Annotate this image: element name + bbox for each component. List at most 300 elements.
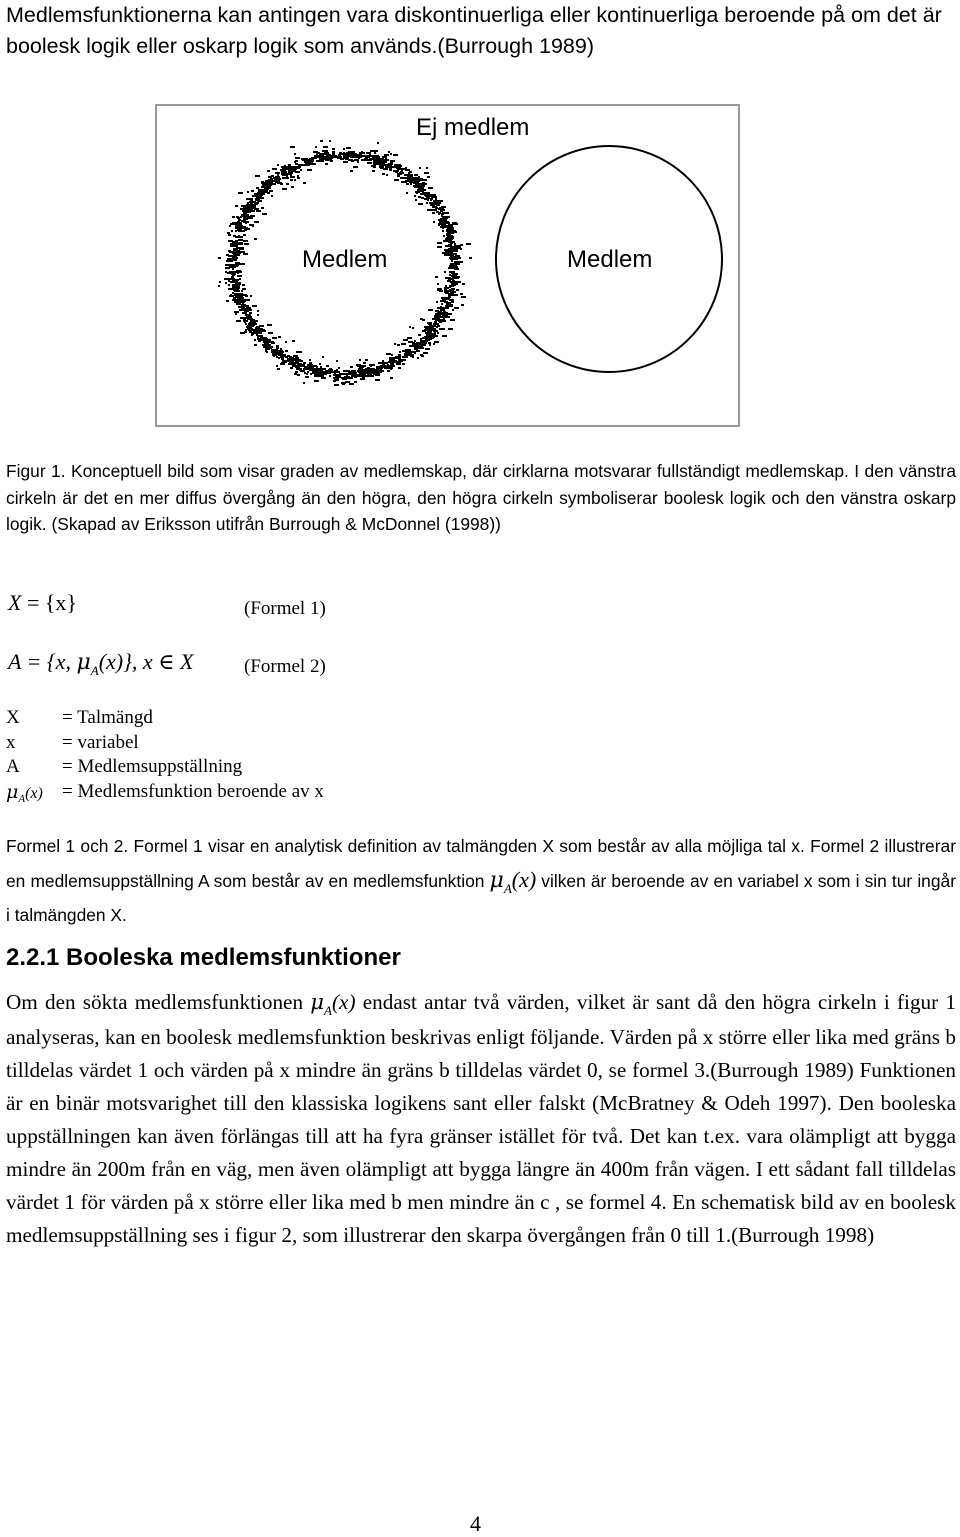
fuzzy-dot xyxy=(354,159,359,161)
fuzzy-dot xyxy=(234,294,237,296)
fuzzy-dot xyxy=(255,175,260,177)
fuzzy-dot xyxy=(310,373,312,375)
fuzzy-dot xyxy=(423,352,428,354)
fuzzy-dot xyxy=(365,359,368,361)
fuzzy-dot xyxy=(285,341,287,343)
fuzzy-dot xyxy=(229,266,234,268)
fuzzy-dot xyxy=(443,240,448,242)
label-medlem-left: Medlem xyxy=(302,246,388,273)
fuzzy-dot xyxy=(442,230,444,232)
fuzzy-dot xyxy=(277,174,279,176)
fuzzy-dot xyxy=(325,163,328,165)
fuzzy-dot xyxy=(369,162,371,164)
fuzzy-dot xyxy=(420,344,425,346)
fuzzy-dot xyxy=(263,189,265,191)
fuzzy-dot xyxy=(405,167,407,169)
fuzzy-dot xyxy=(460,293,463,295)
fuzzy-dot xyxy=(269,190,272,192)
definition-symbol: X xyxy=(6,707,20,728)
fuzzy-dot xyxy=(335,371,338,373)
fuzzy-dot xyxy=(292,340,295,342)
fuzzy-dot xyxy=(440,309,442,311)
fuzzy-dot xyxy=(293,170,296,172)
fuzzy-dot xyxy=(443,235,445,237)
definition-mu-rest: (x) xyxy=(25,784,43,802)
fuzzy-dot xyxy=(265,181,270,183)
fuzzy-dot xyxy=(267,192,269,194)
fuzzy-dot xyxy=(297,171,300,173)
fuzzy-dot xyxy=(382,360,384,362)
fuzzy-dot xyxy=(352,370,355,372)
fuzzy-dot xyxy=(427,197,430,199)
fuzzy-dot xyxy=(377,372,380,374)
fuzzy-dot xyxy=(450,246,453,248)
fuzzy-dot xyxy=(350,170,353,172)
fuzzy-dot xyxy=(232,292,234,294)
fuzzy-dot xyxy=(390,169,392,171)
fuzzy-dot xyxy=(415,178,417,180)
fuzzy-dot xyxy=(290,172,292,174)
fuzzy-dot xyxy=(328,372,330,374)
fuzzy-dot xyxy=(414,340,416,342)
fuzzy-dot xyxy=(373,155,376,157)
fuzzy-dot xyxy=(445,316,450,318)
fuzzy-dot xyxy=(458,261,463,263)
fuzzy-dot xyxy=(357,365,359,367)
fuzzy-dot xyxy=(389,164,392,166)
fuzzy-dot xyxy=(234,271,237,273)
fuzzy-dot xyxy=(296,351,299,353)
fuzzy-dot xyxy=(305,164,310,166)
fuzzy-dot xyxy=(242,288,244,290)
definition-meaning: = variabel xyxy=(62,731,139,753)
fuzzy-dot xyxy=(286,360,288,362)
fuzzy-dot xyxy=(449,240,451,242)
fuzzy-dot xyxy=(353,166,358,168)
fuzzy-dot xyxy=(276,365,278,367)
fuzzy-dot xyxy=(241,290,243,292)
fuzzy-dot xyxy=(248,329,253,331)
fuzzy-dot xyxy=(420,338,422,340)
fuzzy-dot xyxy=(275,352,280,354)
fuzzy-dot xyxy=(247,202,249,204)
fuzzy-dot xyxy=(247,217,252,219)
fuzzy-dot xyxy=(274,350,276,352)
fuzzy-dot xyxy=(328,159,331,161)
fuzzy-dot xyxy=(240,306,245,308)
fuzzy-dot xyxy=(419,167,421,169)
fuzzy-dot xyxy=(454,253,457,255)
fuzzy-dot xyxy=(244,243,249,245)
fuzzy-dot xyxy=(452,288,455,290)
fuzzy-dot xyxy=(261,181,264,183)
fuzzy-dot xyxy=(314,380,319,382)
fuzzy-dot xyxy=(444,289,447,291)
fuzzy-dot xyxy=(225,282,227,284)
formula-1-lhs: X xyxy=(8,590,22,615)
fuzzy-dot xyxy=(442,212,447,214)
fuzzy-dot xyxy=(454,230,456,232)
fuzzy-dot xyxy=(448,305,453,307)
fuzzy-dot xyxy=(418,196,421,198)
fuzzy-dot xyxy=(347,370,350,372)
fuzzy-dot xyxy=(271,349,273,351)
fuzzy-dot xyxy=(369,364,374,366)
fuzzy-dot xyxy=(243,318,246,320)
caption-source: (Skapad av Eriksson utifrån Burrough & McDonnel (1998)) xyxy=(51,514,501,534)
fuzzy-dot xyxy=(244,209,249,211)
fuzzy-dot xyxy=(404,355,407,357)
fuzzy-dot xyxy=(282,361,285,363)
fuzzy-dot xyxy=(292,365,297,367)
fuzzy-dot xyxy=(387,159,389,161)
fuzzy-dot xyxy=(319,363,321,365)
fuzzy-dot xyxy=(225,271,227,273)
fuzzy-dot xyxy=(442,216,447,218)
fuzzy-dot xyxy=(295,160,298,162)
fuzzy-dot xyxy=(277,164,279,166)
fuzzy-dot xyxy=(297,362,299,364)
fuzzy-dot xyxy=(343,154,348,156)
fuzzy-dot xyxy=(238,225,243,227)
fuzzy-dot xyxy=(246,204,248,206)
fuzzy-dot xyxy=(231,258,233,260)
fuzzy-dot xyxy=(240,216,242,218)
fuzzy-dot xyxy=(268,348,270,350)
fuzzy-dot xyxy=(462,283,465,285)
fuzzy-dot xyxy=(458,247,461,249)
fuzzy-dot xyxy=(322,356,324,358)
fuzzy-dot xyxy=(294,373,297,375)
fuzzy-dot xyxy=(260,332,262,334)
fuzzy-dot xyxy=(307,169,312,171)
fuzzy-dot xyxy=(290,367,293,369)
fuzzy-dot xyxy=(242,312,247,314)
fuzzy-dot xyxy=(390,368,392,370)
fuzzy-dot xyxy=(417,345,420,347)
fuzzy-dot xyxy=(249,314,251,316)
body-mu-rest: (x) xyxy=(332,990,356,1014)
fuzzy-dot xyxy=(443,314,446,316)
fuzzy-dot xyxy=(252,195,254,197)
fuzzy-dot xyxy=(437,325,440,327)
fuzzy-dot xyxy=(447,228,452,230)
fuzzy-dot xyxy=(290,174,292,176)
definition-symbol: x xyxy=(6,731,16,753)
fuzzy-dot xyxy=(421,190,423,192)
fuzzy-dot xyxy=(245,329,247,331)
fuzzy-dot xyxy=(237,299,239,301)
fuzzy-dot xyxy=(238,230,243,232)
fuzzy-dot xyxy=(242,227,245,229)
fuzzy-dot xyxy=(434,321,437,323)
fuzzy-dot xyxy=(290,170,292,172)
fuzzy-dot xyxy=(394,170,399,172)
fuzzy-dot xyxy=(451,285,453,287)
fuzzy-dot xyxy=(450,242,452,244)
fuzzy-dot xyxy=(285,177,288,179)
fuzzy-dot xyxy=(238,306,240,308)
fuzzy-dot xyxy=(426,334,431,336)
fuzzy-dot xyxy=(218,285,220,287)
fuzzy-dot xyxy=(360,152,365,154)
fuzzy-dot xyxy=(407,337,412,339)
fuzzy-dot xyxy=(348,377,353,379)
fuzzy-dot xyxy=(339,373,344,375)
fuzzy-dot xyxy=(403,339,408,341)
fuzzy-dot xyxy=(333,380,336,382)
fuzzy-dot xyxy=(428,323,431,325)
fuzzy-dot xyxy=(245,323,247,325)
fuzzy-dot xyxy=(358,368,360,370)
fuzzy-dot xyxy=(388,151,390,153)
formula-2-sub: A xyxy=(90,663,99,678)
explanation-mu-rest: (x) xyxy=(511,867,537,892)
fuzzy-dot xyxy=(406,183,409,185)
fuzzy-dot xyxy=(231,271,234,273)
fuzzy-dot xyxy=(268,332,273,334)
fuzzy-dot xyxy=(232,268,234,270)
fuzzy-dot xyxy=(255,203,258,205)
fuzzy-dot xyxy=(430,330,432,332)
fuzzy-dot xyxy=(294,168,296,170)
definition-symbol: A xyxy=(6,756,20,777)
fuzzy-dot xyxy=(297,177,300,179)
fuzzy-dot xyxy=(267,170,270,172)
fuzzy-dot xyxy=(435,198,437,200)
fuzzy-dot xyxy=(438,219,443,221)
fuzzy-dot xyxy=(449,253,452,255)
fuzzy-dot xyxy=(454,268,459,270)
fuzzy-dot xyxy=(239,278,241,280)
fuzzy-dot xyxy=(228,258,231,260)
fuzzy-dot xyxy=(432,336,435,338)
fuzzy-dot xyxy=(451,301,454,303)
fuzzy-dot xyxy=(309,359,311,361)
fuzzy-dot xyxy=(295,371,298,373)
fuzzy-dot xyxy=(452,264,457,266)
fuzzy-dot xyxy=(401,181,406,183)
fuzzy-dot xyxy=(434,332,436,334)
fuzzy-dot xyxy=(454,243,456,245)
explanation-part1: Formel 1 och 2. Formel 1 visar en analytisk definition av talmängden X som består av alla möjliga tal x. Formel 2 illustrerar en medlemsuppställning A som består av en medlemsfunktion xyxy=(6,836,956,891)
fuzzy-dot xyxy=(435,207,438,209)
fuzzy-dot xyxy=(261,207,264,209)
fuzzy-dot xyxy=(377,142,379,144)
fuzzy-dot xyxy=(382,156,387,158)
fuzzy-dot xyxy=(272,354,277,356)
fuzzy-dot xyxy=(235,262,240,264)
fuzzy-dot xyxy=(246,320,248,322)
fuzzy-dot xyxy=(449,274,451,276)
fuzzy-dot xyxy=(364,155,366,157)
fuzzy-dot xyxy=(267,188,269,190)
fuzzy-dot xyxy=(396,167,401,169)
fuzzy-dot xyxy=(303,368,306,370)
fuzzy-dot xyxy=(280,348,282,350)
fuzzy-dot xyxy=(246,308,251,310)
fuzzy-dot xyxy=(372,370,374,372)
fuzzy-dot xyxy=(449,257,452,259)
formula-2 xyxy=(8,649,194,678)
fuzzy-dot xyxy=(416,192,418,194)
fuzzy-dot xyxy=(271,195,273,197)
fuzzy-dot xyxy=(290,179,293,181)
fuzzy-dot xyxy=(453,294,458,296)
fuzzy-dot xyxy=(234,248,236,250)
fuzzy-dot xyxy=(250,215,255,217)
fuzzy-dot xyxy=(228,260,230,262)
fuzzy-dot xyxy=(341,158,344,160)
fuzzy-dot xyxy=(267,324,272,326)
explanation-mu-expression xyxy=(489,867,537,896)
fuzzy-dot xyxy=(427,176,430,178)
fuzzy-dot xyxy=(398,367,401,369)
fuzzy-dot xyxy=(432,204,435,206)
fuzzy-dot xyxy=(333,374,338,376)
fuzzy-dot xyxy=(377,160,380,162)
fuzzy-dot xyxy=(219,281,221,283)
fuzzy-dot xyxy=(361,372,366,374)
fuzzy-dot xyxy=(454,249,456,251)
fuzzy-dot xyxy=(449,280,451,282)
fuzzy-dot xyxy=(318,368,320,370)
fuzzy-dot xyxy=(410,174,413,176)
fuzzy-dot xyxy=(421,342,423,344)
fuzzy-dot xyxy=(366,157,368,159)
fuzzy-dot xyxy=(249,326,252,328)
fuzzy-dot xyxy=(370,150,375,152)
fuzzy-dot xyxy=(390,359,393,361)
fuzzy-dot xyxy=(276,347,279,349)
fuzzy-dot xyxy=(360,367,362,369)
fuzzy-dot xyxy=(329,140,331,142)
fuzzy-dot xyxy=(394,179,399,181)
fuzzy-dot xyxy=(445,285,447,287)
fuzzy-dot xyxy=(297,374,300,376)
fuzzy-dot xyxy=(456,245,461,247)
fuzzy-dot xyxy=(320,374,322,376)
fuzzy-dot xyxy=(439,320,442,322)
fuzzy-dot xyxy=(438,208,440,210)
label-medlem-right: Medlem xyxy=(567,246,653,273)
fuzzy-dot xyxy=(391,354,393,356)
fuzzy-dot xyxy=(314,369,317,371)
fuzzy-dot xyxy=(399,351,401,353)
fuzzy-dot xyxy=(256,195,261,197)
fuzzy-dot xyxy=(290,357,292,359)
fuzzy-dot xyxy=(374,157,379,159)
fuzzy-dot xyxy=(282,177,285,179)
fuzzy-dot xyxy=(240,332,245,334)
fuzzy-dot xyxy=(302,159,305,161)
fuzzy-dot xyxy=(448,295,450,297)
intro-paragraph xyxy=(6,0,956,62)
fuzzy-dot xyxy=(334,384,339,386)
fuzzy-dot xyxy=(231,273,233,275)
fuzzy-dot xyxy=(230,245,232,247)
fuzzy-dot xyxy=(245,207,247,209)
fuzzy-dot xyxy=(246,316,251,318)
fuzzy-dot xyxy=(254,339,256,341)
fuzzy-dot xyxy=(264,186,267,188)
fuzzy-dot xyxy=(437,307,439,309)
fuzzy-dot xyxy=(243,234,246,236)
fuzzy-dot xyxy=(258,190,261,192)
fuzzy-dot xyxy=(320,366,322,368)
fuzzy-dot xyxy=(414,352,416,354)
fuzzy-dot xyxy=(342,383,344,385)
fuzzy-dot xyxy=(367,367,370,369)
fuzzy-dot xyxy=(247,191,249,193)
fuzzy-dot xyxy=(230,294,232,296)
fuzzy-dot xyxy=(390,161,392,163)
fuzzy-dot xyxy=(397,344,400,346)
fuzzy-dot xyxy=(449,271,454,273)
fuzzy-dot xyxy=(259,197,264,199)
fuzzy-dot xyxy=(340,153,343,155)
fuzzy-dot xyxy=(232,216,235,218)
fuzzy-dot xyxy=(447,235,452,237)
fuzzy-dot xyxy=(323,146,328,148)
fuzzy-dot xyxy=(372,170,375,172)
fuzzy-dot xyxy=(293,355,298,357)
fuzzy-dot xyxy=(245,295,248,297)
definition-mu-sub: A xyxy=(18,792,26,805)
fuzzy-dot xyxy=(453,281,456,283)
fuzzy-dot xyxy=(383,161,386,163)
fuzzy-dot xyxy=(437,332,439,334)
fuzzy-dot xyxy=(306,373,308,375)
formula-1-ref: (Formel 1) xyxy=(244,598,326,619)
fuzzy-dot xyxy=(241,205,243,207)
fuzzy-dot xyxy=(283,167,285,169)
fuzzy-dot xyxy=(405,169,410,171)
fuzzy-dot xyxy=(300,370,305,372)
fuzzy-dot xyxy=(427,336,429,338)
fuzzy-dot xyxy=(449,244,451,246)
fuzzy-dot xyxy=(348,373,351,375)
fuzzy-dot xyxy=(336,360,338,362)
fuzzy-dot xyxy=(348,151,353,153)
fuzzy-dot xyxy=(426,167,428,169)
fuzzy-dot xyxy=(251,190,254,192)
fuzzy-dot xyxy=(430,199,432,201)
fuzzy-dot xyxy=(229,225,231,227)
fuzzy-dot xyxy=(243,240,248,242)
fuzzy-dot xyxy=(307,376,309,378)
fuzzy-dot xyxy=(262,184,265,186)
fuzzy-dot xyxy=(354,381,357,383)
fuzzy-dot xyxy=(390,377,393,379)
fuzzy-dot xyxy=(234,301,236,303)
fuzzy-dot xyxy=(458,257,461,259)
fuzzy-dot xyxy=(361,370,366,372)
fuzzy-dot xyxy=(469,257,472,259)
fuzzy-dot xyxy=(375,379,380,381)
fuzzy-dot xyxy=(230,223,235,225)
fuzzy-dot xyxy=(277,179,280,181)
fuzzy-dot xyxy=(326,365,329,367)
fuzzy-dot xyxy=(243,221,246,223)
fuzzy-dot xyxy=(252,305,257,307)
fuzzy-dot xyxy=(385,159,387,161)
fuzzy-dot xyxy=(438,315,440,317)
fuzzy-dot xyxy=(413,181,415,183)
fuzzy-dot xyxy=(394,343,396,345)
fuzzy-dot xyxy=(236,320,241,322)
fuzzy-dot xyxy=(417,343,420,345)
